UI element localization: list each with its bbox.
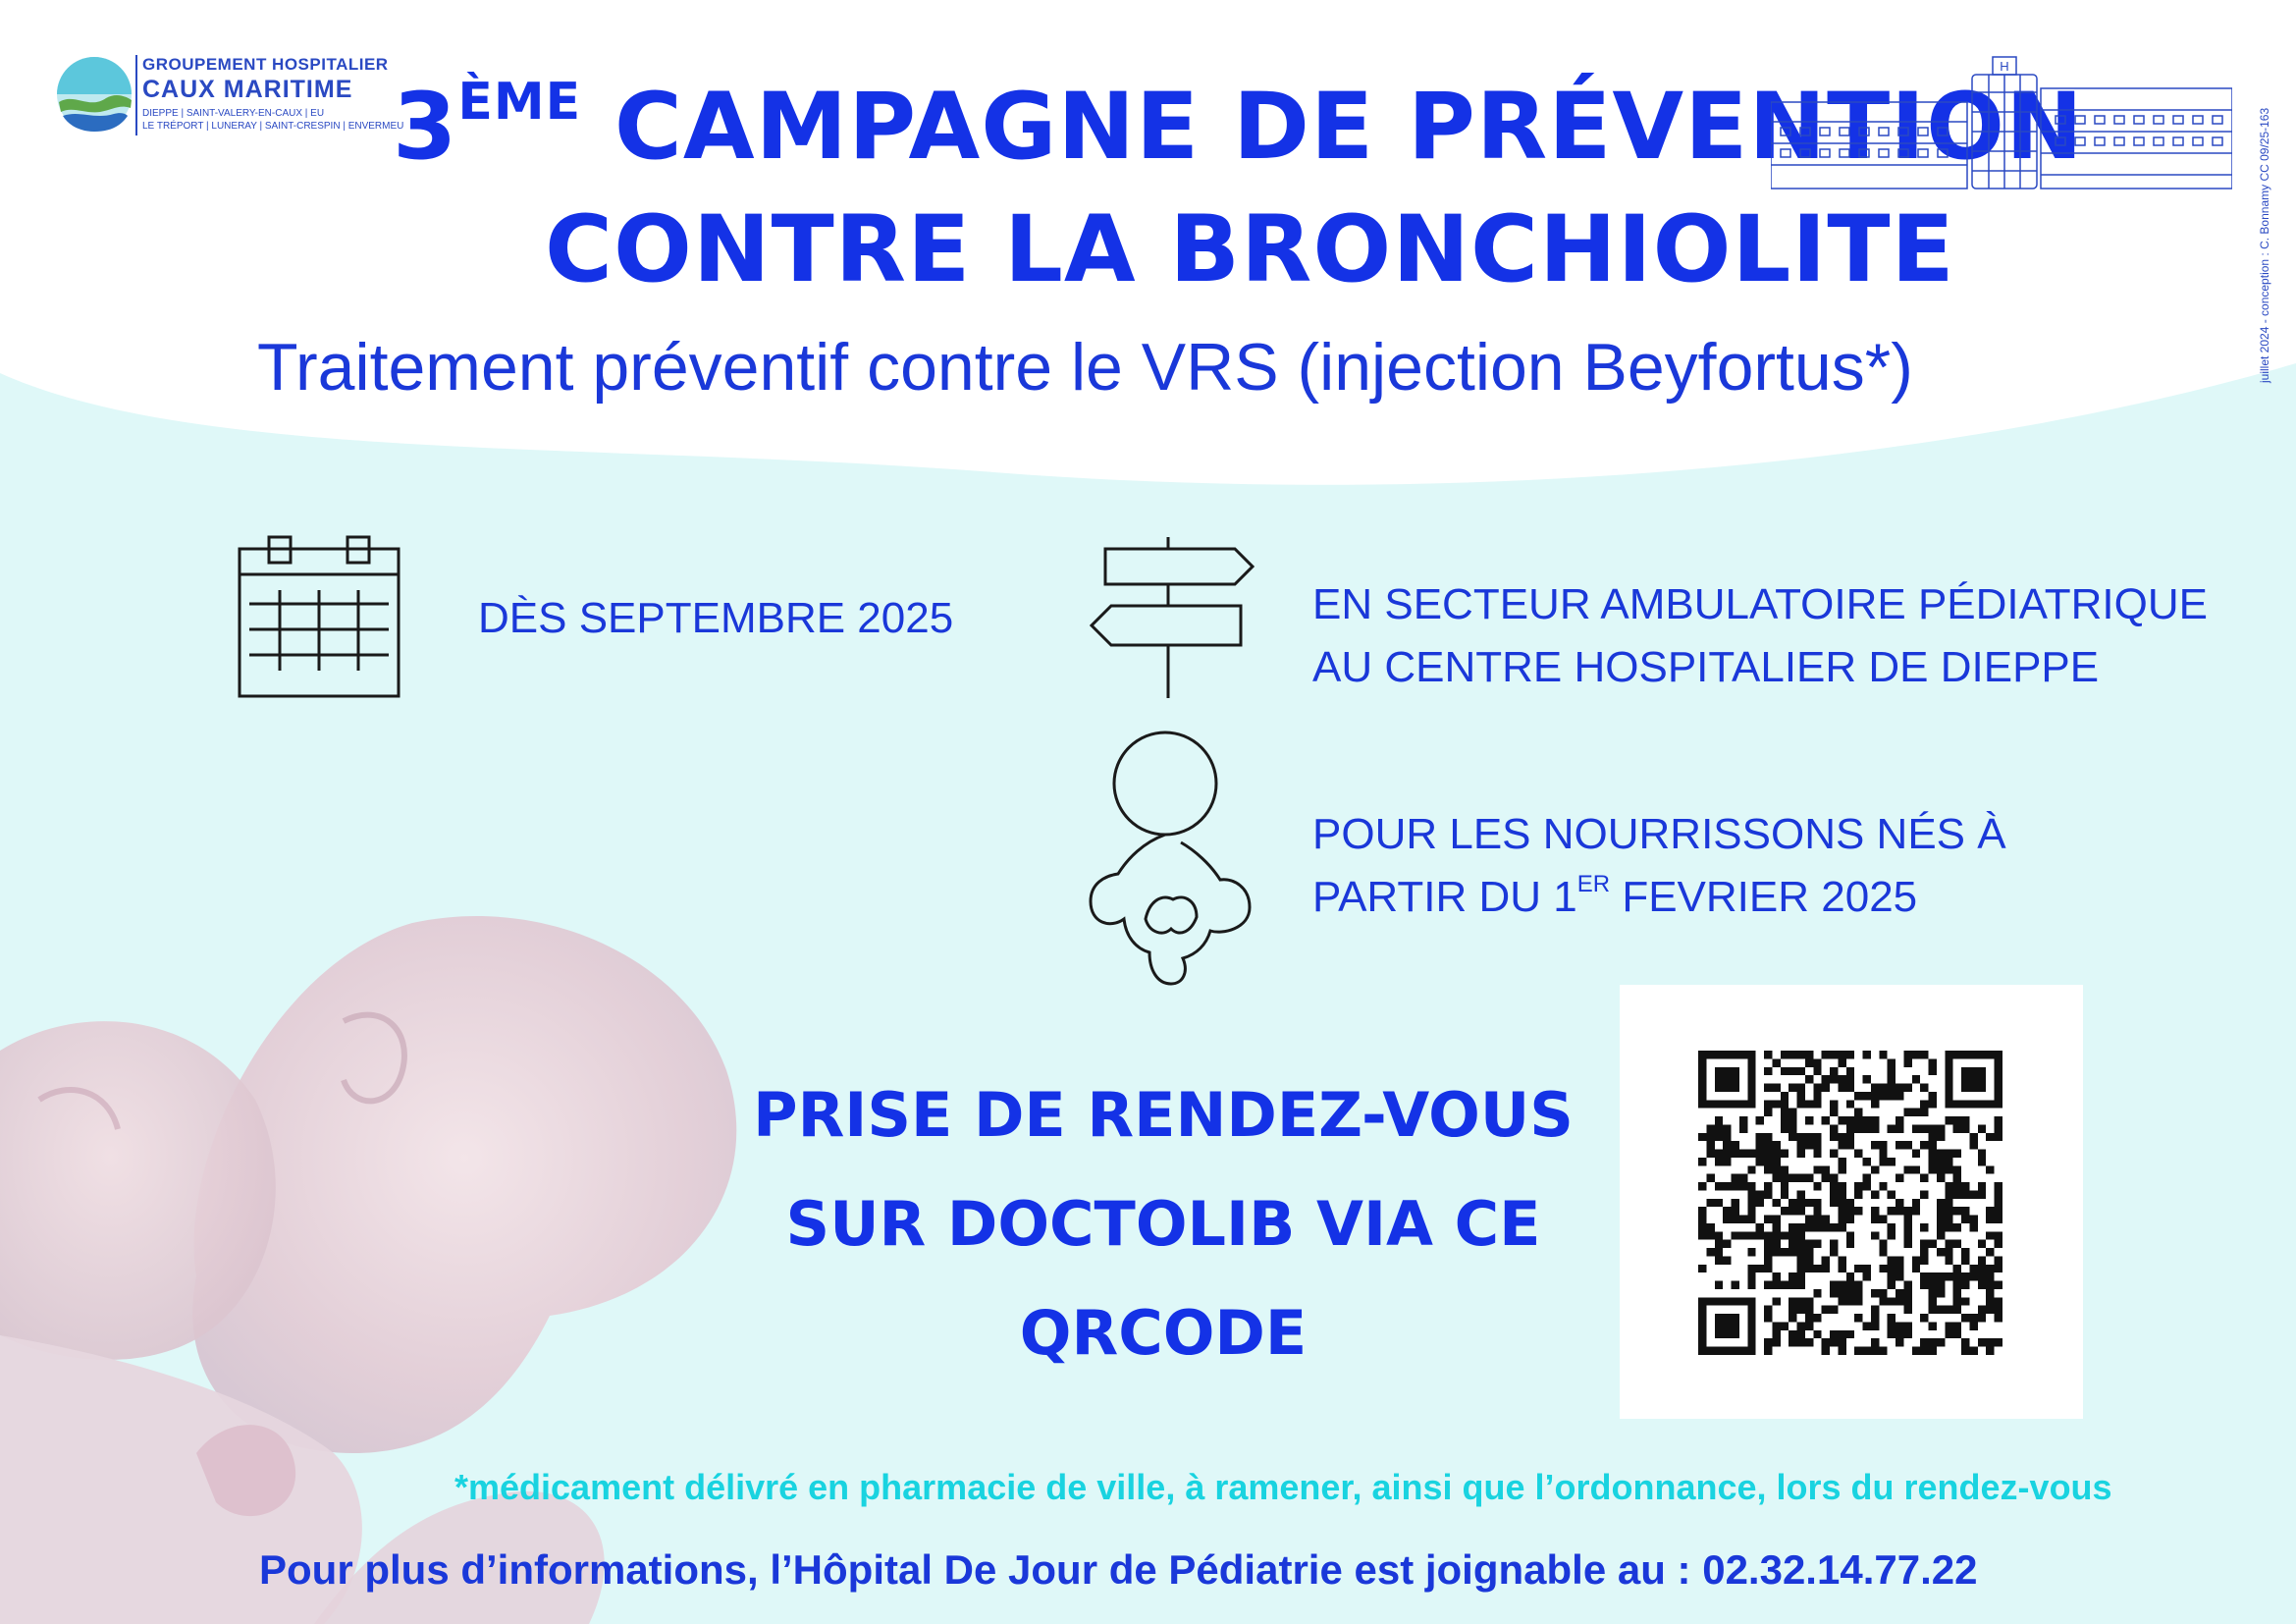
appointment-line2: SUR DOCTOLIB VIA CE	[785, 1188, 1541, 1260]
subtitle: Traitement préventif contre le VRS (injection Beyfortus*)	[257, 330, 1913, 405]
baby-icon	[1085, 727, 1256, 994]
title-ordinal-suffix: ÈME	[457, 73, 582, 132]
qr-code[interactable]	[1698, 1051, 2002, 1355]
hospital-logo-icon	[55, 55, 133, 134]
svg-text:H: H	[2000, 59, 2009, 74]
signpost-icon	[1088, 535, 1256, 700]
eligibility-info	[1312, 803, 2006, 929]
campaign-start-date: DÈS SEPTEMBRE 2025	[478, 594, 954, 642]
hospital-building-icon	[1771, 53, 2232, 190]
contact-info: Pour plus d’informations, l’Hôpital De Jour de Pédiatrie est joignable au : 02.32.14.77.22	[259, 1546, 1978, 1593]
medication-note: *médicament délivré en pharmacie de ville, à ramener, ainsi que l’ordonnance, lors du rendez-vous	[454, 1467, 2112, 1507]
eligibility-date-prefix: PARTIR DU 1	[1312, 873, 1577, 921]
design-credit: juillet 2024 - conception : C. Bonnamy CC 09/25-163	[2258, 107, 2271, 383]
logo-brand-name: CAUX MARITIME	[142, 76, 353, 103]
logo-locations-line2: LE TRÉPORT | LUNERAY | SAINT-CRESPIN | ENVERMEU	[142, 121, 404, 132]
appointment-line3: QRCODE	[1019, 1297, 1308, 1369]
page-title-line2: CONTRE LA BRONCHIOLITE	[545, 196, 1955, 303]
logo-locations	[142, 107, 403, 133]
title-campaign-text: CAMPAGNE DE PRÉVENTION	[581, 74, 2084, 181]
title-ordinal-number: 3	[393, 74, 458, 181]
eligibility-line1: POUR LES NOURRISSONS NÉS À	[1312, 810, 2006, 858]
eligibility-line2	[1312, 866, 2006, 929]
calendar-icon	[236, 535, 402, 700]
location-info	[1312, 573, 2208, 699]
eligibility-date-ordinal: ER	[1576, 871, 1611, 897]
location-line1: EN SECTEUR AMBULATOIRE PÉDIATRIQUE	[1312, 580, 2208, 628]
hospital-logo-text	[142, 55, 403, 133]
logo-group-name: GROUPEMENT HOSPITALIER	[142, 55, 389, 74]
eligibility-date-suffix: FEVRIER 2025	[1610, 873, 1918, 921]
logo-locations-line1: DIEPPE | SAINT-VALERY-EN-CAUX | EU	[142, 108, 325, 119]
appointment-instructions	[746, 1060, 1580, 1387]
appointment-line1: PRISE DE RENDEZ-VOUS	[753, 1079, 1574, 1151]
location-line2: AU CENTRE HOSPITALIER DE DIEPPE	[1312, 643, 2100, 691]
